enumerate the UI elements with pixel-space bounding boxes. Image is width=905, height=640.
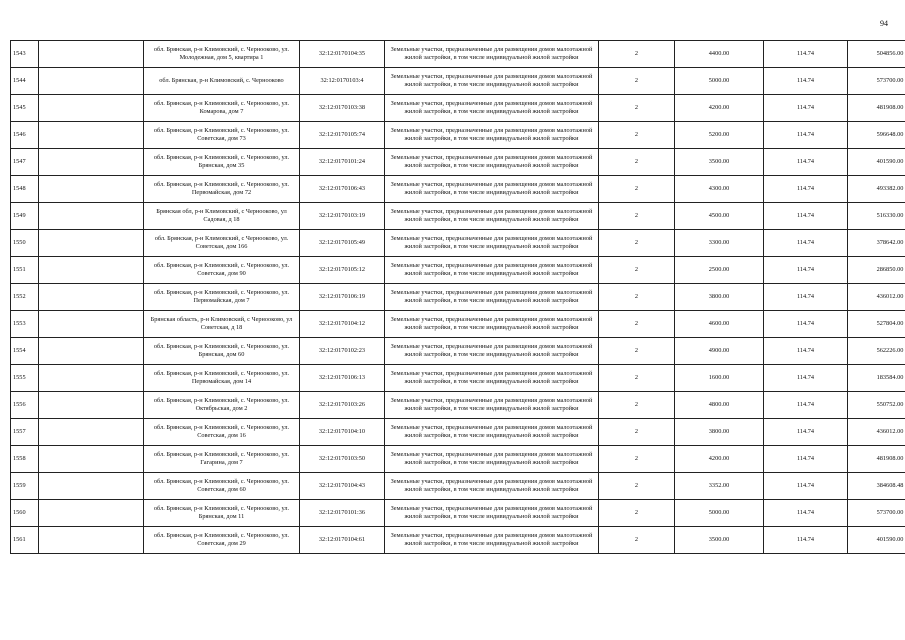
row-number-cell: 1558 xyxy=(11,446,39,473)
area-cell: 3352.00 xyxy=(675,473,764,500)
cadastral-value-cell: 516330.00 xyxy=(848,203,905,230)
row-number-cell: 1552 xyxy=(11,284,39,311)
row-number-cell: 1554 xyxy=(11,338,39,365)
category-cell: 2 xyxy=(599,149,675,176)
area-cell: 5000.00 xyxy=(675,68,764,95)
cadastral-number-cell: 32:12:0170105:12 xyxy=(300,257,385,284)
area-cell: 4200.00 xyxy=(675,446,764,473)
cadastral-value-table xyxy=(10,40,905,554)
cadastral-value-cell: 573700.00 xyxy=(848,500,905,527)
address-cell: обл. Брянская, р-н Климовский, с. Чернооково, ул. Октябрьская, дом 2 xyxy=(144,392,300,419)
row-number-cell: 1561 xyxy=(11,527,39,554)
row-number-cell: 1547 xyxy=(11,149,39,176)
table-row xyxy=(11,257,905,284)
land-use-cell: Земельные участки, предназначенные для размещения домов малоэтажной жилой застройки, в том числе индивидуальной жилой застройки xyxy=(385,392,599,419)
address-cell: обл. Брянская, р-н Климовский, с. Чернооково, ул. Комарова, дом 7 xyxy=(144,95,300,122)
address-cell: обл. Брянская, р-н Климовский, с. Чернооково, ул. Советская, дом 73 xyxy=(144,122,300,149)
blank-cell xyxy=(39,95,144,122)
area-cell: 4600.00 xyxy=(675,311,764,338)
specific-value-cell: 114.74 xyxy=(764,149,848,176)
category-cell: 2 xyxy=(599,419,675,446)
table-row xyxy=(11,41,905,68)
cadastral-number-cell: 32:12:0170104:61 xyxy=(300,527,385,554)
table-row xyxy=(11,419,905,446)
specific-value-cell: 114.74 xyxy=(764,338,848,365)
category-cell: 2 xyxy=(599,95,675,122)
specific-value-cell: 114.74 xyxy=(764,257,848,284)
blank-cell xyxy=(39,284,144,311)
area-cell: 1600.00 xyxy=(675,365,764,392)
land-use-cell: Земельные участки, предназначенные для размещения домов малоэтажной жилой застройки, в том числе индивидуальной жилой застройки xyxy=(385,284,599,311)
area-cell: 5200.00 xyxy=(675,122,764,149)
table-row xyxy=(11,284,905,311)
cadastral-value-cell: 481908.00 xyxy=(848,95,905,122)
category-cell: 2 xyxy=(599,284,675,311)
specific-value-cell: 114.74 xyxy=(764,68,848,95)
table-row xyxy=(11,338,905,365)
row-number-cell: 1560 xyxy=(11,500,39,527)
address-cell: обл. Брянская, р-н Климовский, с. Чернооково, ул. Гагарина, дом 7 xyxy=(144,446,300,473)
cadastral-value-cell: 378642.00 xyxy=(848,230,905,257)
area-cell: 4800.00 xyxy=(675,392,764,419)
blank-cell xyxy=(39,68,144,95)
table-row xyxy=(11,176,905,203)
blank-cell xyxy=(39,338,144,365)
row-number-cell: 1556 xyxy=(11,392,39,419)
land-use-cell: Земельные участки, предназначенные для размещения домов малоэтажной жилой застройки, в том числе индивидуальной жилой застройки xyxy=(385,527,599,554)
address-cell: обл. Брянская, р-н Климовский, с. Чернооково, ул. Первомайская, дом 72 xyxy=(144,176,300,203)
blank-cell xyxy=(39,257,144,284)
table-body xyxy=(11,41,905,554)
category-cell: 2 xyxy=(599,392,675,419)
cadastral-value-cell: 596648.00 xyxy=(848,122,905,149)
blank-cell xyxy=(39,365,144,392)
category-cell: 2 xyxy=(599,338,675,365)
area-cell: 4400.00 xyxy=(675,41,764,68)
address-cell: Брянская область, р-н Климовский, с Чернооково, ул Советская, д 18 xyxy=(144,311,300,338)
row-number-cell: 1546 xyxy=(11,122,39,149)
row-number-cell: 1553 xyxy=(11,311,39,338)
area-cell: 4900.00 xyxy=(675,338,764,365)
specific-value-cell: 114.74 xyxy=(764,419,848,446)
table-row xyxy=(11,500,905,527)
cadastral-number-cell: 32:12:0170104:35 xyxy=(300,41,385,68)
row-number-cell: 1544 xyxy=(11,68,39,95)
table-row xyxy=(11,149,905,176)
cadastral-number-cell: 32:12:0170101:24 xyxy=(300,149,385,176)
cadastral-number-cell: 32:12:0170106:43 xyxy=(300,176,385,203)
category-cell: 2 xyxy=(599,41,675,68)
area-cell: 3300.00 xyxy=(675,230,764,257)
address-cell: обл. Брянская, р-н Климовский, с Чернооково, ул. Советская, дом 166 xyxy=(144,230,300,257)
land-use-cell: Земельные участки, предназначенные для размещения домов малоэтажной жилой застройки, в том числе индивидуальной жилой застройки xyxy=(385,500,599,527)
area-cell: 3500.00 xyxy=(675,527,764,554)
cadastral-value-cell: 286850.00 xyxy=(848,257,905,284)
category-cell: 2 xyxy=(599,446,675,473)
table-row xyxy=(11,365,905,392)
cadastral-number-cell: 32:12:0170102:23 xyxy=(300,338,385,365)
cadastral-number-cell: 32:12:0170106:19 xyxy=(300,284,385,311)
address-cell: обл. Брянская, р-н Климовский, с. Чернооково, ул. Советская, дом 29 xyxy=(144,527,300,554)
land-use-cell: Земельные участки, предназначенные для размещения домов малоэтажной жилой застройки, в том числе индивидуальной жилой застройки xyxy=(385,473,599,500)
cadastral-number-cell: 32:12:0170104:10 xyxy=(300,419,385,446)
specific-value-cell: 114.74 xyxy=(764,95,848,122)
blank-cell xyxy=(39,500,144,527)
cadastral-value-cell: 384608.48 xyxy=(848,473,905,500)
cadastral-number-cell: 32:12:0170105:49 xyxy=(300,230,385,257)
specific-value-cell: 114.74 xyxy=(764,473,848,500)
cadastral-value-cell: 401590.00 xyxy=(848,149,905,176)
category-cell: 2 xyxy=(599,365,675,392)
blank-cell xyxy=(39,230,144,257)
address-cell: обл. Брянская, р-н Климовский, с. Чернооково, ул. Советская, дом 90 xyxy=(144,257,300,284)
address-cell: обл. Брянская, р-н Климовский, с. Чернооково, ул. Брянская, дом 60 xyxy=(144,338,300,365)
category-cell: 2 xyxy=(599,122,675,149)
land-use-cell: Земельные участки, предназначенные для размещения домов малоэтажной жилой застройки, в том числе индивидуальной жилой застройки xyxy=(385,95,599,122)
cadastral-number-cell: 32:12:0170103:4 xyxy=(300,68,385,95)
table-row xyxy=(11,95,905,122)
category-cell: 2 xyxy=(599,176,675,203)
blank-cell xyxy=(39,149,144,176)
cadastral-value-cell: 562226.00 xyxy=(848,338,905,365)
specific-value-cell: 114.74 xyxy=(764,122,848,149)
cadastral-value-cell: 573700.00 xyxy=(848,68,905,95)
table-row xyxy=(11,230,905,257)
blank-cell xyxy=(39,41,144,68)
blank-cell xyxy=(39,311,144,338)
cadastral-value-cell: 493382.00 xyxy=(848,176,905,203)
area-cell: 4300.00 xyxy=(675,176,764,203)
cadastral-value-cell: 183584.00 xyxy=(848,365,905,392)
table-row xyxy=(11,446,905,473)
row-number-cell: 1549 xyxy=(11,203,39,230)
table-row xyxy=(11,473,905,500)
row-number-cell: 1551 xyxy=(11,257,39,284)
land-use-cell: Земельные участки, предназначенные для размещения домов малоэтажной жилой застройки, в том числе индивидуальной жилой застройки xyxy=(385,419,599,446)
blank-cell xyxy=(39,392,144,419)
area-cell: 3800.00 xyxy=(675,419,764,446)
cadastral-number-cell: 32:12:0170103:38 xyxy=(300,95,385,122)
land-use-cell: Земельные участки, предназначенные для размещения домов малоэтажной жилой застройки, в том числе индивидуальной жилой застройки xyxy=(385,230,599,257)
cadastral-value-cell: 481908.00 xyxy=(848,446,905,473)
specific-value-cell: 114.74 xyxy=(764,311,848,338)
specific-value-cell: 114.74 xyxy=(764,527,848,554)
cadastral-value-cell: 527804.00 xyxy=(848,311,905,338)
row-number-cell: 1559 xyxy=(11,473,39,500)
category-cell: 2 xyxy=(599,257,675,284)
specific-value-cell: 114.74 xyxy=(764,176,848,203)
land-use-cell: Земельные участки, предназначенные для размещения домов малоэтажной жилой застройки, в том числе индивидуальной жилой застройки xyxy=(385,365,599,392)
category-cell: 2 xyxy=(599,311,675,338)
blank-cell xyxy=(39,203,144,230)
specific-value-cell: 114.74 xyxy=(764,392,848,419)
address-cell: обл. Брянская, р-н Климовский, с. Чернооково xyxy=(144,68,300,95)
area-cell: 5000.00 xyxy=(675,500,764,527)
row-number-cell: 1555 xyxy=(11,365,39,392)
specific-value-cell: 114.74 xyxy=(764,284,848,311)
address-cell: обл. Брянская, р-н Климовский, с. Чернооково, ул. Первомайская, дом 7 xyxy=(144,284,300,311)
blank-cell xyxy=(39,176,144,203)
blank-cell xyxy=(39,122,144,149)
page-number: 94 xyxy=(880,19,888,28)
table-row xyxy=(11,311,905,338)
blank-cell xyxy=(39,527,144,554)
area-cell: 2500.00 xyxy=(675,257,764,284)
land-use-cell: Земельные участки, предназначенные для размещения домов малоэтажной жилой застройки, в том числе индивидуальной жилой застройки xyxy=(385,203,599,230)
land-use-cell: Земельные участки, предназначенные для размещения домов малоэтажной жилой застройки, в том числе индивидуальной жилой застройки xyxy=(385,311,599,338)
address-cell: обл. Брянская, р-н Климовский, с. Чернооково, ул. Первомайская, дом 14 xyxy=(144,365,300,392)
land-use-cell: Земельные участки, предназначенные для размещения домов малоэтажной жилой застройки, в том числе индивидуальной жилой застройки xyxy=(385,446,599,473)
land-use-cell: Земельные участки, предназначенные для размещения домов малоэтажной жилой застройки, в том числе индивидуальной жилой застройки xyxy=(385,257,599,284)
specific-value-cell: 114.74 xyxy=(764,230,848,257)
land-use-cell: Земельные участки, предназначенные для размещения домов малоэтажной жилой застройки, в том числе индивидуальной жилой застройки xyxy=(385,149,599,176)
specific-value-cell: 114.74 xyxy=(764,446,848,473)
row-number-cell: 1557 xyxy=(11,419,39,446)
land-use-cell: Земельные участки, предназначенные для размещения домов малоэтажной жилой застройки, в том числе индивидуальной жилой застройки xyxy=(385,338,599,365)
category-cell: 2 xyxy=(599,203,675,230)
area-cell: 3500.00 xyxy=(675,149,764,176)
area-cell: 4500.00 xyxy=(675,203,764,230)
address-cell: обл. Брянская, р-н Климовский, с. Чернооково, ул. Советская, дом 60 xyxy=(144,473,300,500)
land-use-cell: Земельные участки, предназначенные для размещения домов малоэтажной жилой застройки, в том числе индивидуальной жилой застройки xyxy=(385,176,599,203)
specific-value-cell: 114.74 xyxy=(764,365,848,392)
cadastral-value-cell: 550752.00 xyxy=(848,392,905,419)
cadastral-value-cell: 436012.00 xyxy=(848,419,905,446)
cadastral-number-cell: 32:12:0170105:74 xyxy=(300,122,385,149)
cadastral-number-cell: 32:12:0170103:26 xyxy=(300,392,385,419)
category-cell: 2 xyxy=(599,473,675,500)
category-cell: 2 xyxy=(599,68,675,95)
specific-value-cell: 114.74 xyxy=(764,500,848,527)
area-cell: 3800.00 xyxy=(675,284,764,311)
category-cell: 2 xyxy=(599,527,675,554)
cadastral-number-cell: 32:12:0170106:13 xyxy=(300,365,385,392)
table-row xyxy=(11,203,905,230)
cadastral-number-cell: 32:12:0170103:19 xyxy=(300,203,385,230)
cadastral-number-cell: 32:12:0170103:50 xyxy=(300,446,385,473)
specific-value-cell: 114.74 xyxy=(764,203,848,230)
cadastral-value-cell: 504856.00 xyxy=(848,41,905,68)
address-cell: обл. Брянская, р-н Климовский, с. Чернооково, ул. Брянская, дом 11 xyxy=(144,500,300,527)
cadastral-value-cell: 436012.00 xyxy=(848,284,905,311)
row-number-cell: 1550 xyxy=(11,230,39,257)
cadastral-value-cell: 401590.00 xyxy=(848,527,905,554)
table-row xyxy=(11,392,905,419)
category-cell: 2 xyxy=(599,500,675,527)
table-row xyxy=(11,68,905,95)
blank-cell xyxy=(39,419,144,446)
cadastral-number-cell: 32:12:0170101:36 xyxy=(300,500,385,527)
row-number-cell: 1543 xyxy=(11,41,39,68)
area-cell: 4200.00 xyxy=(675,95,764,122)
address-cell: Брянская обл, р-н Климовский, с Чернооково, ул Садовая, д 18 xyxy=(144,203,300,230)
row-number-cell: 1548 xyxy=(11,176,39,203)
land-use-cell: Земельные участки, предназначенные для размещения домов малоэтажной жилой застройки, в том числе индивидуальной жилой застройки xyxy=(385,122,599,149)
address-cell: обл. Брянская, р-н Климовский, с. Чернооково, ул. Советская, дом 16 xyxy=(144,419,300,446)
address-cell: обл. Брянская, р-н Климовский, с. Чернооково, ул. Брянская, дом 35 xyxy=(144,149,300,176)
blank-cell xyxy=(39,473,144,500)
specific-value-cell: 114.74 xyxy=(764,41,848,68)
land-use-cell: Земельные участки, предназначенные для размещения домов малоэтажной жилой застройки, в том числе индивидуальной жилой застройки xyxy=(385,68,599,95)
address-cell: обл. Брянская, р-н Климовский, с. Чернооково, ул. Молодежная, дом 5, квартира 1 xyxy=(144,41,300,68)
row-number-cell: 1545 xyxy=(11,95,39,122)
category-cell: 2 xyxy=(599,230,675,257)
table-row xyxy=(11,527,905,554)
cadastral-number-cell: 32:12:0170104:12 xyxy=(300,311,385,338)
cadastral-number-cell: 32:12:0170104:43 xyxy=(300,473,385,500)
land-use-cell: Земельные участки, предназначенные для размещения домов малоэтажной жилой застройки, в том числе индивидуальной жилой застройки xyxy=(385,41,599,68)
table-row xyxy=(11,122,905,149)
blank-cell xyxy=(39,446,144,473)
